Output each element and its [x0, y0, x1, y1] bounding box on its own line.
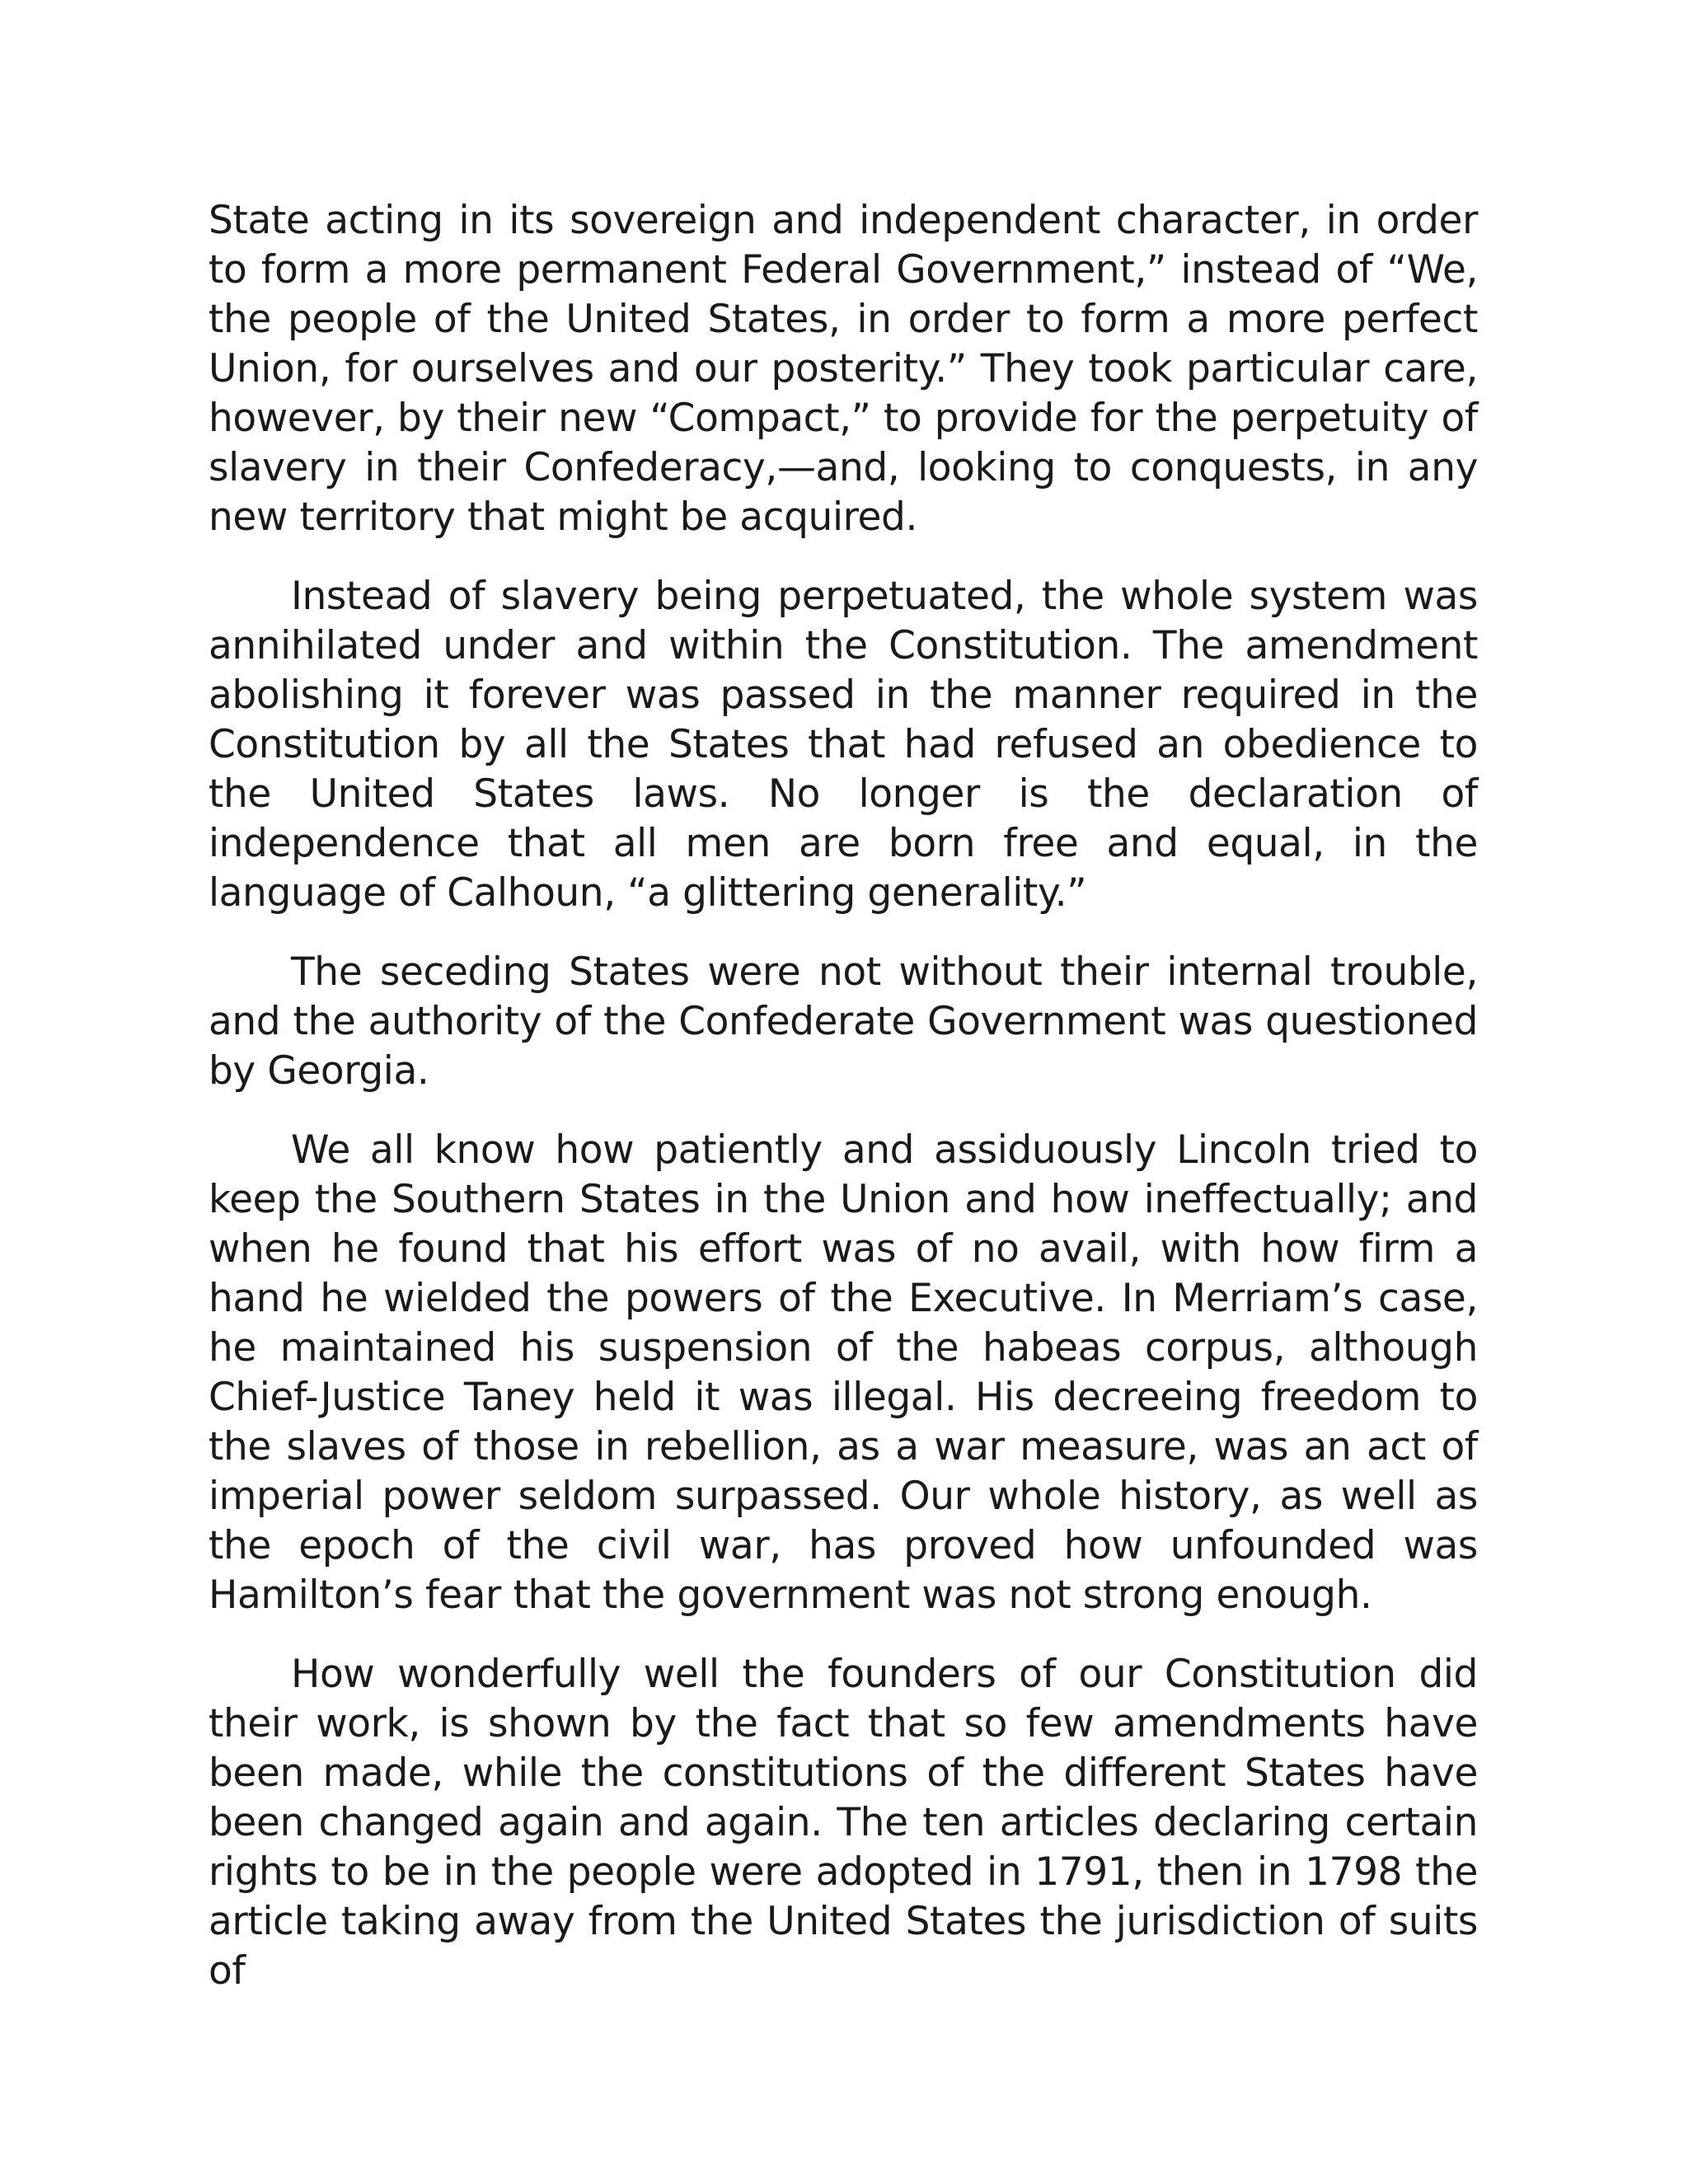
page-body — [209, 196, 1478, 1996]
paragraph-seceding-states: The seceding States were not without their internal trouble, and the authority of the Confederate Government was questioned by Georgia. — [209, 949, 1478, 1094]
paragraph-slavery-abolished: Instead of slavery being perpetuated, the whole system was annihilated under and within the Constitution. The amendment abolishing it forever was passed in the manner required in the Constitution by all the States that had refused an obedience to the United States laws. No longer is the declaration of independence that all men are born free and equal, in the language of Calhoun, “a glittering generality.” — [209, 574, 1478, 916]
paragraph-continuation: State acting in its sovereign and independent character, in order to form a more permanent Federal Government,” instead of “We, the people of the United States, in order to form a more perfect Union, for ourselves and our posterity.” They took particular care, however, by their new “Compact,” to provide for the perpetuity of slavery in their Confederacy,—and, looking to conquests, in any new territory that might be acquired. — [209, 198, 1478, 540]
paragraph-lincoln: We all know how patiently and assiduously Lincoln tried to keep the Southern States in the Union and how ineffectually; and when he found that his effort was of no avail, with how firm a hand he wielded the powers of the Executive. In Merriam’s case, he maintained his suspension of the habeas corpus, although Chief-Justice Taney held it was illegal. His decreeing freedom to the slaves of those in rebellion, as a war measure, was an act of imperial power seldom surpassed. Our whole history, as well as the epoch of the civil war, has proved how unfounded was Hamilton’s fear that the government was not strong enough. — [209, 1127, 1478, 1618]
paragraph-constitution-amendments: How wonderfully well the founders of our Constitution did their work, is shown by the fact that so few amendments have been made, while the constitutions of the different States have been changed again and again. The ten articles declaring certain rights to be in the people were adopted in 1791, then in 1798 the article taking away from the United States the jurisdiction of suits of — [209, 1652, 1478, 1994]
